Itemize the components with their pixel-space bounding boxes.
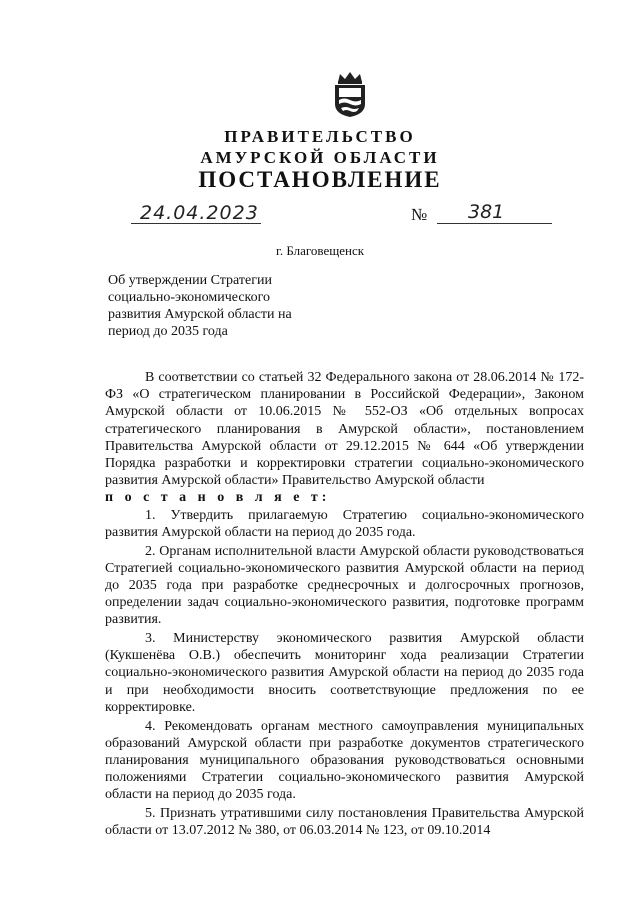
resolution-item: 3. Министерству экономического развития Амурской области (Кукшенёва О.В.) обеспечить мониторинг хода реализации Стратегии социально-экономического развития Амурской области на период до 2035 года и при необходимости вносить соответствующие предложения по ее корректировке. (105, 631, 584, 715)
resolve-word: п о с т а н о в л я е т: (105, 490, 331, 506)
document-type: ПОСТАНОВЛЕНИЕ (198, 167, 442, 192)
resolution-item: 2. Органам исполнительной власти Амурской области руководствоваться Стратегией социально-экономического развития Амурской области на период до 2035 года при разработке среднесрочных и долгосрочных прогнозов, определении задач социально-экономического развития, подготовке программ развития. (105, 543, 584, 628)
resolution-item: 4. Рекомендовать органам местного самоуправления муниципальных образований Амурской области при разработке документов стратегического планирования муниципального образования руководствоваться основными положениями Стратегии социально-экономического развития Амурской области на период до 2035 года. (105, 718, 584, 803)
city-line: г. Благовещенск (275, 243, 365, 258)
preamble: В соответствии со статьей 32 Федерального закона от 28.06.2014 № 172-ФЗ «О стратегическом планировании в Российской Федерации», Законом Амурской области от 10.06.2015 № 552-ОЗ «Об отдельных вопросах стратегического планирования в Амурской области», постановлением Правительства Амурской области от 29.12.2015 № 644 «Об утверждении Порядка разработки и корректировки стратегии социально-экономического развития Амурской области» Правительство Амурской области (105, 370, 584, 489)
document-number: 381 (468, 201, 505, 223)
date-underline (131, 223, 261, 224)
resolution-item: 5. Признать утратившими силу постановления Правительства Амурской области от 13.07.2012 № 380, от 06.03.2014 № 123, от 09.10.2014 (105, 806, 584, 839)
document-body (105, 369, 584, 841)
coat-of-arms-icon (330, 70, 370, 118)
document-subject: Об утверждении Стратегии социально-экономического развития Амурской области на период до 2035 года (108, 273, 292, 339)
document-date: 24.04.2023 (140, 202, 259, 224)
organization-name-line1: ПРАВИТЕЛЬСТВО (224, 127, 416, 146)
organization-name-line2: АМУРСКОЙ ОБЛАСТИ (200, 148, 440, 167)
number-underline (437, 223, 552, 224)
number-sign: № (411, 205, 428, 224)
resolution-item: 1. Утвердить прилагаемую Стратегию социально-экономического развития Амурской области на период до 2035 года. (105, 507, 584, 540)
